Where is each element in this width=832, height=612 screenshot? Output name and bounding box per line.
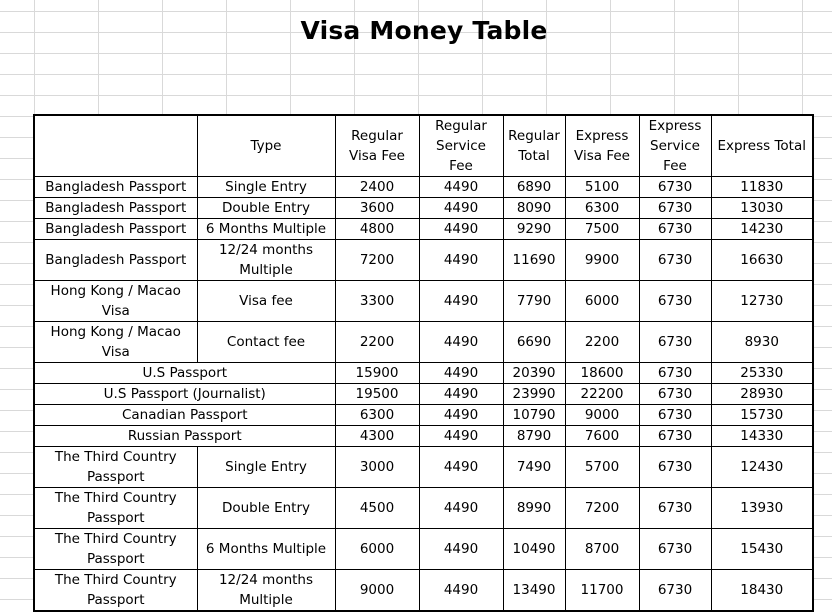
cell-regular-service-fee[interactable]: 4490 xyxy=(419,488,503,529)
cell-express-total[interactable]: 15730 xyxy=(711,405,813,426)
header-express-visa-fee[interactable]: Express Visa Fee xyxy=(565,115,639,177)
cell-regular-visa-fee[interactable]: 2200 xyxy=(335,322,419,363)
cell-express-total[interactable]: 18430 xyxy=(711,570,813,612)
table-row xyxy=(34,405,813,426)
cell-express-visa-fee[interactable]: 7600 xyxy=(565,426,639,447)
cell-passport[interactable]: The Third Country Passport xyxy=(34,529,197,570)
table-row xyxy=(34,570,813,612)
cell-type[interactable]: 12/24 months Multiple xyxy=(197,240,335,281)
table-row xyxy=(34,384,813,405)
cell-passport[interactable]: The Third Country Passport xyxy=(34,447,197,488)
cell-regular-visa-fee[interactable]: 19500 xyxy=(335,384,419,405)
cell-regular-total[interactable]: 20390 xyxy=(503,363,565,384)
cell-passport[interactable]: U.S Passport xyxy=(34,363,335,384)
visa-money-table xyxy=(33,114,814,612)
table-row xyxy=(34,240,813,281)
cell-regular-service-fee[interactable]: 4490 xyxy=(419,405,503,426)
cell-express-visa-fee[interactable]: 7200 xyxy=(565,488,639,529)
cell-express-service-fee[interactable]: 6730 xyxy=(639,529,711,570)
cell-regular-total[interactable]: 10790 xyxy=(503,405,565,426)
cell-express-visa-fee[interactable]: 7500 xyxy=(565,219,639,240)
table-row xyxy=(34,488,813,529)
cell-regular-visa-fee[interactable]: 4800 xyxy=(335,219,419,240)
cell-regular-total[interactable]: 23990 xyxy=(503,384,565,405)
cell-express-visa-fee[interactable]: 5700 xyxy=(565,447,639,488)
cell-express-service-fee[interactable]: 6730 xyxy=(639,198,711,219)
cell-regular-service-fee[interactable]: 4490 xyxy=(419,447,503,488)
cell-express-visa-fee[interactable]: 6300 xyxy=(565,198,639,219)
cell-regular-total[interactable]: 13490 xyxy=(503,570,565,612)
cell-express-total[interactable]: 13930 xyxy=(711,488,813,529)
cell-express-visa-fee[interactable]: 5100 xyxy=(565,177,639,198)
cell-express-visa-fee[interactable]: 9900 xyxy=(565,240,639,281)
cell-passport[interactable]: Canadian Passport xyxy=(34,405,335,426)
cell-express-total[interactable]: 16630 xyxy=(711,240,813,281)
cell-express-service-fee[interactable]: 6730 xyxy=(639,384,711,405)
cell-express-service-fee[interactable]: 6730 xyxy=(639,405,711,426)
page-title: Visa Money Table xyxy=(300,16,548,45)
cell-regular-service-fee[interactable]: 4490 xyxy=(419,322,503,363)
cell-passport[interactable]: Hong Kong / Macao Visa xyxy=(34,322,197,363)
cell-passport[interactable]: Bangladesh Passport xyxy=(34,240,197,281)
cell-express-visa-fee[interactable]: 2200 xyxy=(565,322,639,363)
header-regular-visa-fee[interactable]: Regular Visa Fee xyxy=(335,115,419,177)
cell-regular-service-fee[interactable]: 4490 xyxy=(419,177,503,198)
cell-passport[interactable]: Russian Passport xyxy=(34,426,335,447)
cell-type[interactable]: 6 Months Multiple xyxy=(197,529,335,570)
cell-express-total[interactable]: 8930 xyxy=(711,322,813,363)
table-row xyxy=(34,447,813,488)
cell-type[interactable]: Single Entry xyxy=(197,447,335,488)
header-regular-service-fee[interactable]: Regular Service Fee xyxy=(419,115,503,177)
cell-regular-total[interactable]: 9290 xyxy=(503,219,565,240)
cell-passport[interactable]: Bangladesh Passport xyxy=(34,198,197,219)
cell-express-service-fee[interactable]: 6730 xyxy=(639,426,711,447)
cell-regular-total[interactable]: 8990 xyxy=(503,488,565,529)
cell-express-total[interactable]: 14230 xyxy=(711,219,813,240)
cell-passport[interactable]: Hong Kong / Macao Visa xyxy=(34,281,197,322)
cell-regular-total[interactable]: 8790 xyxy=(503,426,565,447)
cell-express-service-fee[interactable]: 6730 xyxy=(639,447,711,488)
cell-regular-visa-fee[interactable]: 9000 xyxy=(335,570,419,612)
cell-express-visa-fee[interactable]: 8700 xyxy=(565,529,639,570)
cell-regular-visa-fee[interactable]: 4300 xyxy=(335,426,419,447)
cell-regular-visa-fee[interactable]: 3300 xyxy=(335,281,419,322)
cell-regular-total[interactable]: 7790 xyxy=(503,281,565,322)
cell-express-total[interactable]: 28930 xyxy=(711,384,813,405)
cell-passport[interactable]: The Third Country Passport xyxy=(34,570,197,612)
header-express-service-fee[interactable]: Express Service Fee xyxy=(639,115,711,177)
cell-regular-total[interactable]: 11690 xyxy=(503,240,565,281)
cell-regular-service-fee[interactable]: 4490 xyxy=(419,281,503,322)
cell-express-total[interactable]: 11830 xyxy=(711,177,813,198)
cell-regular-service-fee[interactable]: 4490 xyxy=(419,363,503,384)
cell-express-total[interactable]: 12430 xyxy=(711,447,813,488)
cell-regular-visa-fee[interactable]: 4500 xyxy=(335,488,419,529)
cell-express-service-fee[interactable]: 6730 xyxy=(639,570,711,612)
cell-express-service-fee[interactable]: 6730 xyxy=(639,488,711,529)
cell-type[interactable]: Visa fee xyxy=(197,281,335,322)
table-row xyxy=(34,198,813,219)
cell-regular-service-fee[interactable]: 4490 xyxy=(419,570,503,612)
cell-regular-total[interactable]: 6690 xyxy=(503,322,565,363)
header-express-total[interactable]: Express Total xyxy=(711,115,813,177)
header-type[interactable]: Type xyxy=(197,115,335,177)
cell-regular-service-fee[interactable]: 4490 xyxy=(419,529,503,570)
cell-regular-total[interactable]: 10490 xyxy=(503,529,565,570)
cell-type[interactable]: 12/24 months Multiple xyxy=(197,570,335,612)
table-row xyxy=(34,322,813,363)
header-passport[interactable] xyxy=(34,115,197,177)
cell-type[interactable]: Single Entry xyxy=(197,177,335,198)
header-regular-total[interactable]: Regular Total xyxy=(503,115,565,177)
cell-regular-service-fee[interactable]: 4490 xyxy=(419,384,503,405)
table-row xyxy=(34,363,813,384)
cell-express-total[interactable]: 25330 xyxy=(711,363,813,384)
cell-express-service-fee[interactable]: 6730 xyxy=(639,281,711,322)
cell-express-service-fee[interactable]: 6730 xyxy=(639,322,711,363)
cell-regular-total[interactable]: 7490 xyxy=(503,447,565,488)
cell-regular-visa-fee[interactable]: 6000 xyxy=(335,529,419,570)
table-row xyxy=(34,219,813,240)
cell-express-service-fee[interactable]: 6730 xyxy=(639,219,711,240)
table-row xyxy=(34,529,813,570)
cell-express-visa-fee[interactable]: 22200 xyxy=(565,384,639,405)
cell-express-service-fee[interactable]: 6730 xyxy=(639,363,711,384)
cell-regular-service-fee[interactable]: 4490 xyxy=(419,219,503,240)
cell-express-visa-fee[interactable]: 11700 xyxy=(565,570,639,612)
table-row xyxy=(34,426,813,447)
cell-passport[interactable]: The Third Country Passport xyxy=(34,488,197,529)
cell-express-total[interactable]: 15430 xyxy=(711,529,813,570)
cell-express-service-fee[interactable]: 6730 xyxy=(639,177,711,198)
cell-express-total[interactable]: 12730 xyxy=(711,281,813,322)
cell-regular-visa-fee[interactable]: 3000 xyxy=(335,447,419,488)
cell-passport[interactable]: Bangladesh Passport xyxy=(34,219,197,240)
cell-type[interactable]: 6 Months Multiple xyxy=(197,219,335,240)
cell-express-total[interactable]: 13030 xyxy=(711,198,813,219)
cell-regular-service-fee[interactable]: 4490 xyxy=(419,198,503,219)
cell-express-service-fee[interactable]: 6730 xyxy=(639,240,711,281)
cell-regular-total[interactable]: 6890 xyxy=(503,177,565,198)
cell-regular-visa-fee[interactable]: 3600 xyxy=(335,198,419,219)
cell-regular-service-fee[interactable]: 4490 xyxy=(419,426,503,447)
cell-passport[interactable]: U.S Passport (Journalist) xyxy=(34,384,335,405)
cell-type[interactable]: Double Entry xyxy=(197,488,335,529)
cell-regular-visa-fee[interactable]: 7200 xyxy=(335,240,419,281)
table-row xyxy=(34,177,813,198)
cell-type[interactable]: Contact fee xyxy=(197,322,335,363)
cell-regular-visa-fee[interactable]: 6300 xyxy=(335,405,419,426)
cell-type[interactable]: Double Entry xyxy=(197,198,335,219)
header-row xyxy=(34,115,813,177)
cell-express-total[interactable]: 14330 xyxy=(711,426,813,447)
cell-express-visa-fee[interactable]: 6000 xyxy=(565,281,639,322)
cell-regular-visa-fee[interactable]: 2400 xyxy=(335,177,419,198)
cell-regular-service-fee[interactable]: 4490 xyxy=(419,240,503,281)
cell-express-visa-fee[interactable]: 9000 xyxy=(565,405,639,426)
cell-express-visa-fee[interactable]: 18600 xyxy=(565,363,639,384)
cell-regular-total[interactable]: 8090 xyxy=(503,198,565,219)
cell-regular-visa-fee[interactable]: 15900 xyxy=(335,363,419,384)
cell-passport[interactable]: Bangladesh Passport xyxy=(34,177,197,198)
table-row xyxy=(34,281,813,322)
